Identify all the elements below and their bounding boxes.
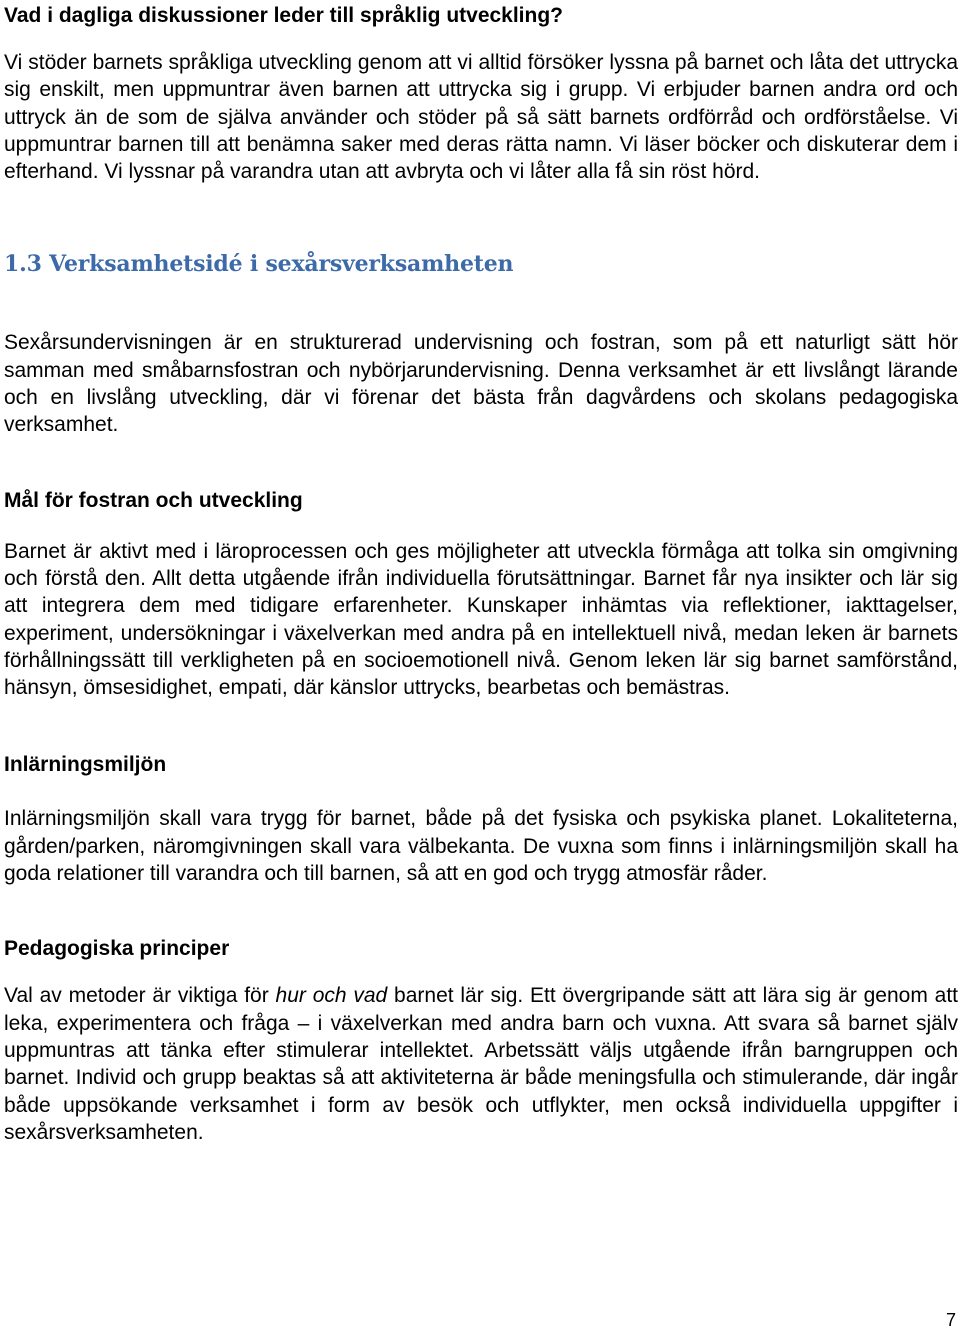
paragraph-activity-idea: Sexårsundervisningen är en strukturerad undervisning och fostran, som på ett naturligt sätt hör samman med småbarnsfostran och nybörjarundervisning. Denna verksamhet är ett livslångt lärande och en livslång utveckling, där vi förenar det bästa från dagvårdens och skolans pedagogiska verksamhet.	[4, 331, 958, 437]
heading-pedagogical-principles: Pedagogiska principer	[4, 937, 230, 961]
paragraph-goals: Barnet är aktivt med i läroprocessen och ges möjligheter att utveckla förmåga att tolka sin omgivning och förstå den. Allt detta utgående ifrån individuella förutsättningar. Barnet får nya insikter och lär sig att integrera dem med tidigare erfarenheter. Kunskaper inhämtas via reflektioner, iakttagelser, experiment, undersökningar i växelverkan med andra på en intellektuell nivå, medan leken är barnets förhållningssätt till verkligheten på en socioemotionell nivå. Genom leken lär sig barnet samförstånd, hänsyn, ömsesidighet, empati, där känslor uttrycks, bearbetas och bemästras.	[4, 539, 958, 700]
section-title-activity-idea: 1.3 Verksamhetsidé i sexårsverksamheten	[4, 251, 514, 278]
paragraph-language-development: Vi stöder barnets språkliga utveckling genom att vi alltid försöker lyssna på barnet och låta det uttrycka sig enskilt, men uppmuntrar även barnen att uttrycka sig i grupp. Vi erbjuder barnen andra ord och uttryck än de som de själva använder och stöder på så sätt barnets ordförråd och ordförståelse. Vi uppmuntrar barnen till att benämna saker med deras rätta namn. Vi läser böcker och diskuterar dem i efterhand. Vi lyssnar på varandra utan att avbryta och vi låter alla få sin röst hörd.	[4, 51, 958, 184]
document-page	[4, 0, 958, 1146]
paragraph-pedagogical-principles	[4, 982, 958, 1146]
heading-language-development: Vad i dagliga diskussioner leder till språklig utveckling?	[4, 4, 564, 27]
page-number: 7	[945, 1310, 956, 1330]
principles-text-end: barnet lär sig. Ett övergripande sätt att lära sig är genom att leka, experimentera och fråga – i växelverkan med andra barn och vuxna. Att svara så barnet själv uppmuntras att tänka efter stimulerar intellektet. Arbetssätt väljs utgående ifrån barngruppen och barnet. Individ och grupp beaktas så att aktiviteterna är både meningsfulla och stimulerande, där ingår både uppsökande verksamhet i form av besök och utflykter, men också individuella uppgifter i sexårsverksamheten.	[4, 984, 958, 1144]
principles-text-start: Val av metoder är viktiga för	[4, 984, 276, 1008]
heading-learning-environment: Inlärningsmiljön	[4, 753, 167, 777]
heading-goals: Mål för fostran och utveckling	[4, 488, 303, 512]
principles-text-italic: hur och vad	[275, 984, 388, 1008]
paragraph-learning-environment: Inlärningsmiljön skall vara trygg för barnet, både på det fysiska och psykiska planet. Lokaliteterna, gården/parken, näromgivningen skall vara välbekanta. De vuxna som finns i inlärningsmiljön skall ha goda relationer till varandra och till barnen, så att en god och trygg atmosfär råder.	[4, 807, 958, 886]
